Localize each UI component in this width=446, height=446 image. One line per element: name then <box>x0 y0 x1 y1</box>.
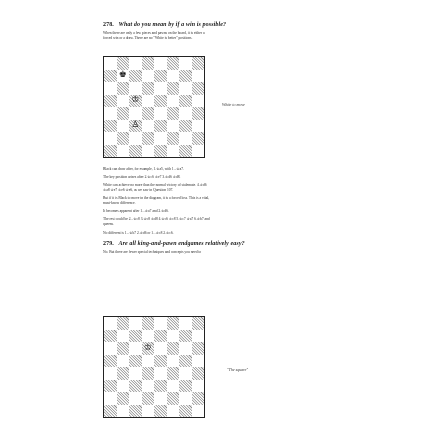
chess-piece-icon: ♔ <box>131 95 140 106</box>
board-square <box>192 95 205 108</box>
board-square <box>129 107 142 120</box>
board-square <box>192 330 205 343</box>
board-square <box>167 95 180 108</box>
board-square <box>167 82 180 95</box>
q278-body-line-6: must-know difference. <box>103 201 136 205</box>
q278-body-line-3: White can achieve no more than the normal victory of stalemate. 4.♔d6 <box>103 183 207 187</box>
board-square <box>192 380 205 393</box>
chess-diagram-2 <box>103 316 205 418</box>
board-square <box>179 145 192 158</box>
chess-piece-icon: ♚ <box>118 70 127 81</box>
q278-intro-line-1: When there are only a few pieces and pawns on the board, it is either a <box>103 31 205 35</box>
board-square <box>179 392 192 405</box>
board-square <box>167 132 180 145</box>
board-square <box>192 145 205 158</box>
q278-body-line-10: No different is 1...♔b7 2.♔d6 or 1...♔c8 2.♔c6. <box>103 231 174 235</box>
board-square <box>117 107 130 120</box>
board-square <box>154 95 167 108</box>
board-square <box>167 120 180 133</box>
diagram-1-caption: White to move <box>222 102 245 107</box>
board-square <box>179 355 192 368</box>
board-square <box>117 132 130 145</box>
board-square <box>117 330 130 343</box>
board-square <box>179 107 192 120</box>
board-square <box>142 330 155 343</box>
board-square <box>104 405 117 418</box>
board-square <box>179 380 192 393</box>
board-square <box>129 95 142 108</box>
board-square <box>179 317 192 330</box>
board-square <box>167 355 180 368</box>
board-square <box>142 120 155 133</box>
q278-body-line-9: queens. <box>103 222 114 226</box>
board-square <box>142 392 155 405</box>
board-square <box>167 107 180 120</box>
board-square <box>167 380 180 393</box>
board-square <box>104 107 117 120</box>
board-square <box>142 57 155 70</box>
board-square <box>192 392 205 405</box>
board-square <box>142 405 155 418</box>
board-square <box>142 145 155 158</box>
board-square <box>154 342 167 355</box>
board-square <box>192 132 205 145</box>
q278-body-line-7: It becomes apparent after 1...♔a7 and 2.♔d6. <box>103 209 169 213</box>
board-square <box>104 342 117 355</box>
board-square <box>192 107 205 120</box>
board-square <box>154 70 167 83</box>
board-square <box>104 317 117 330</box>
board-square <box>129 120 142 133</box>
board-square <box>154 380 167 393</box>
question-title: Are all king-and-pawn endgames relatively easy? <box>118 241 245 247</box>
board-square <box>117 120 130 133</box>
board-square <box>104 330 117 343</box>
board-square <box>154 367 167 380</box>
q278-body-line-8: The rest could be 2...♔c8 3.♔c8 ♔d8 4.♔c6 ♔c8 5.♔c7 ♔a7 6.♔b7 and <box>103 217 210 221</box>
board-square <box>117 355 130 368</box>
board-square <box>192 317 205 330</box>
board-square <box>167 70 180 83</box>
board-square <box>154 392 167 405</box>
board-square <box>117 367 130 380</box>
board-square <box>129 145 142 158</box>
board-square <box>142 317 155 330</box>
board-square <box>129 82 142 95</box>
board-square <box>129 342 142 355</box>
board-square <box>129 57 142 70</box>
board-square <box>117 317 130 330</box>
board-square <box>167 405 180 418</box>
board-square <box>179 330 192 343</box>
board-square <box>117 57 130 70</box>
board-square <box>167 367 180 380</box>
board-square <box>192 367 205 380</box>
chess-piece-icon: ♔ <box>143 342 152 353</box>
board-square <box>154 57 167 70</box>
board-square <box>129 367 142 380</box>
board-square <box>117 70 130 83</box>
board-square <box>129 132 142 145</box>
board-square <box>154 317 167 330</box>
board-square <box>192 82 205 95</box>
board-square <box>104 120 117 133</box>
board-square <box>192 405 205 418</box>
board-square <box>129 355 142 368</box>
board-square <box>179 82 192 95</box>
board-square <box>154 132 167 145</box>
board-square <box>104 355 117 368</box>
board-square <box>117 342 130 355</box>
board-square <box>192 355 205 368</box>
board-square <box>192 120 205 133</box>
board-square <box>142 342 155 355</box>
board-square <box>179 120 192 133</box>
board-square <box>142 355 155 368</box>
board-square <box>142 132 155 145</box>
board-square <box>167 392 180 405</box>
diagram-2-caption: "The square" <box>227 367 249 372</box>
question-title: What do you mean by if a win is possible? <box>118 22 227 28</box>
board-square <box>179 342 192 355</box>
board-square <box>154 82 167 95</box>
board-square <box>167 317 180 330</box>
question-number: 278. <box>103 22 114 28</box>
board-square <box>154 355 167 368</box>
board-square <box>192 70 205 83</box>
q278-intro-line-2: forced win or a draw. There are no "White is better" positions. <box>103 36 193 40</box>
board-square <box>167 57 180 70</box>
board-square <box>167 145 180 158</box>
board-square <box>179 57 192 70</box>
q278-body-line-5: But if it is Black to move in the diagram, it is a forced loss. This is a vital, <box>103 196 210 200</box>
board-square <box>104 95 117 108</box>
board-square <box>104 57 117 70</box>
board-square <box>167 342 180 355</box>
board-square <box>167 330 180 343</box>
board-square <box>179 132 192 145</box>
board-square <box>129 330 142 343</box>
chess-diagram-1 <box>103 56 205 158</box>
board-square <box>154 405 167 418</box>
board-square <box>104 132 117 145</box>
q279-intro-line-1: No. But there are fewer special techniques and concepts you need to <box>103 250 202 254</box>
board-square <box>142 95 155 108</box>
board-square <box>129 380 142 393</box>
board-square <box>154 330 167 343</box>
board-square <box>179 70 192 83</box>
board-square <box>104 70 117 83</box>
board-square <box>179 95 192 108</box>
board-square <box>129 70 142 83</box>
board-square <box>192 342 205 355</box>
board-square <box>104 145 117 158</box>
chess-piece-icon: ♙ <box>131 120 140 131</box>
board-square <box>129 405 142 418</box>
board-square <box>154 107 167 120</box>
question-number: 279. <box>103 241 114 247</box>
board-square <box>104 367 117 380</box>
board-square <box>154 145 167 158</box>
board-square <box>129 392 142 405</box>
board-square <box>117 82 130 95</box>
board-square <box>179 367 192 380</box>
q278-body-line-2: The key position arises after 2.♔c6 ♔e7 3.♔d6 ♔d8. <box>103 175 181 179</box>
board-square <box>104 380 117 393</box>
board-square <box>117 145 130 158</box>
question-279-heading <box>103 241 245 247</box>
board-square <box>142 367 155 380</box>
question-278-heading <box>103 22 226 28</box>
board-square <box>129 317 142 330</box>
board-square <box>179 405 192 418</box>
board-square <box>117 392 130 405</box>
board-square <box>142 82 155 95</box>
board-square <box>117 405 130 418</box>
board-square <box>142 70 155 83</box>
board-square <box>104 392 117 405</box>
board-square <box>192 57 205 70</box>
board-square <box>117 95 130 108</box>
board-square <box>154 120 167 133</box>
q278-body-line-4: ♔a8 ♔e7 ♔e6 ♔e6, as we saw in Question 107. <box>103 188 174 192</box>
q278-body-line-1: Black can draw after, for example, 1.♔a5, with 1...♔a7. <box>103 167 184 171</box>
board-square <box>142 107 155 120</box>
board-square <box>117 380 130 393</box>
board-square <box>104 82 117 95</box>
board-square <box>142 380 155 393</box>
